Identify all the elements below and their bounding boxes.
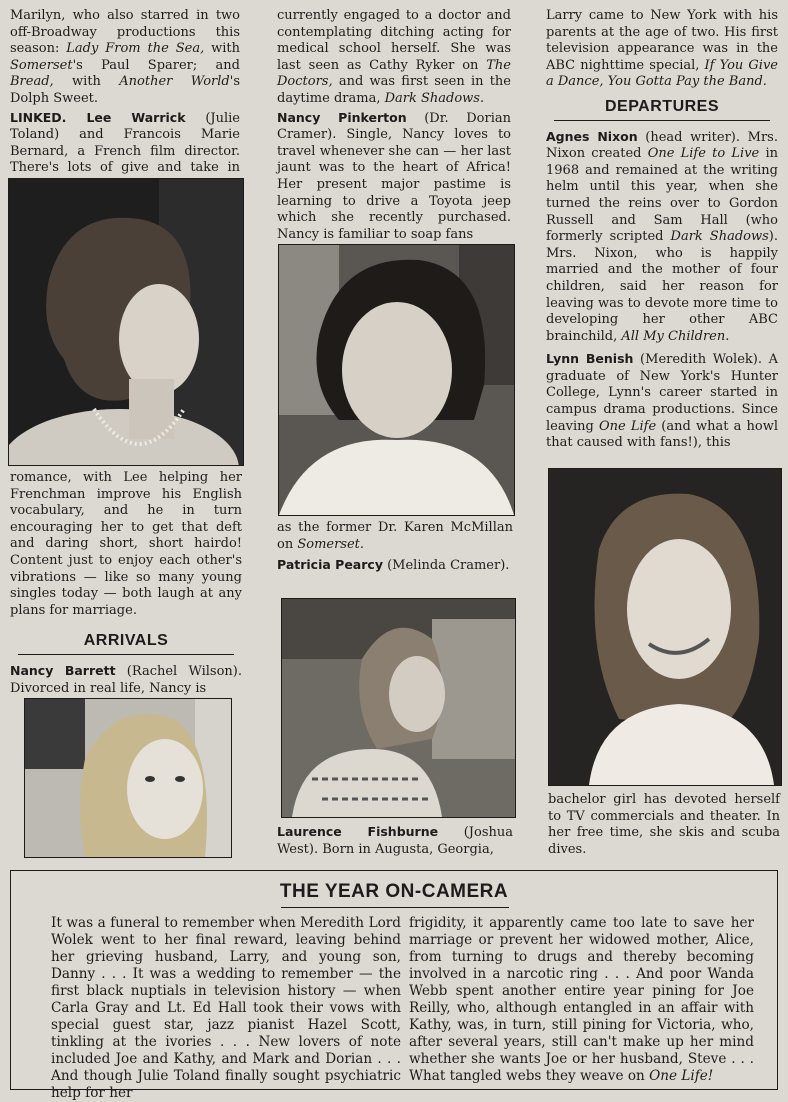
intro-paragraph: Marilyn, who also starred in two off-Broadway productions this season: Lady From the Sea, with Somerset's Paul Sparer; and Bread, with Another World's Dolph Sweet. bbox=[10, 8, 241, 106]
pearcy-paragraph: Patricia Pearcy (Melinda Cramer). bbox=[277, 557, 510, 574]
benish-continued: bachelor girl has devoted herself to TV commercials and theater. In her free time, she skis and scuba dives. bbox=[548, 792, 780, 857]
column-middle-lower bbox=[277, 520, 513, 575]
linked-continued: romance, with Lee helping her Frenchman improve his English vocabulary, and he in turn encouraging her to get that deft and daring short, short hairdo! Content just to enjoy each other's vibrations — like so many young singles today — both laugh at any plans for marriage. bbox=[10, 470, 242, 618]
pinkerton-paragraph: Nancy Pinkerton (Dr. Dorian Cramer). Single, Nancy loves to travel whenever she can — her last jaunt was to the heart of Africa! Her present major pastime is learning to drive a Toyota jeep which she recently purchased. Nancy is familiar to soap fans bbox=[277, 109, 511, 242]
column-right-lower bbox=[548, 792, 780, 858]
column-left-lower bbox=[10, 470, 242, 697]
photo-lee-warrick bbox=[8, 178, 244, 466]
photo-nancy-pinkerton bbox=[278, 244, 515, 516]
title-rule bbox=[281, 907, 509, 908]
year-on-camera-title: THE YEAR ON-CAMERA bbox=[279, 881, 509, 902]
column-middle bbox=[277, 8, 511, 243]
linked-paragraph: LINKED. Lee Warrick (Julie Toland) and Francois Marie Bernard, a French film director. There's lots of give and take in bbox=[10, 109, 241, 176]
right-top-paragraph: Larry came to New York with his parents at the age of two. His first television appearance was in the ABC nighttime special, If You Give a Dance, You Gotta Pay the Band. bbox=[546, 8, 778, 90]
photo-lynn-benish bbox=[548, 468, 782, 786]
barrett-paragraph: Nancy Barrett (Rachel Wilson). Divorced in real life, Nancy is bbox=[10, 662, 242, 696]
linked-label: LINKED. Lee Warrick bbox=[10, 109, 186, 125]
benish-paragraph: Lynn Benish (Meredith Wolek). A graduate of New York's Hunter College, Lynn's career started in campus drama productions. Since leaving One Life (and what a howl that caused with fans!), this bbox=[546, 351, 779, 451]
pinkerton-continued: as the former Dr. Karen McMillan on Somerset. bbox=[277, 520, 513, 552]
nixon-paragraph: Agnes Nixon (head writer). Mrs. Nixon created One Life to Live in 1968 and remained at the writing helm until this year, when she turned the reins over to Gordon Russell and Sam Hall (who formerly scripted Dark Shadows). Mrs. Nixon, who is happily married and the mother of four children, said her reason for leaving was to devote more time to developing her other ABC brainchild, All My Children. bbox=[546, 128, 778, 344]
column-right bbox=[546, 8, 778, 452]
year-left-column: It was a funeral to remember when Meredith Lord Wolek went to her final reward, leaving behind her grieving husband, Larry, and young son, Danny . . . It was a wedding to remember — the first black nuptials in television history — when Carla Gray and Lt. Ed Hall took their vows with special guest star, jazz pianist Hazel Scott, tinkling at the ivories . . . New lovers of note included Joe and Kathy, and Mark and Dorian . . . And though Julie Toland finally sought psychiatric help for her bbox=[51, 915, 401, 1101]
arrivals-heading: ARRIVALS bbox=[18, 631, 234, 655]
middle-top-paragraph: currently engaged to a doctor and contemplating ditching acting for medical school herself. She was last seen as Cathy Ryker on The Doctors, and was first seen in the daytime drama, Dark Shadows. bbox=[277, 8, 511, 106]
year-on-camera-box bbox=[10, 870, 778, 1101]
fishburne-paragraph: Laurence Fishburne (Joshua West). Born in Augusta, Georgia, bbox=[277, 824, 513, 857]
column-left bbox=[10, 8, 240, 194]
photo-patricia-pearcy bbox=[281, 598, 516, 818]
column-middle-bottom bbox=[277, 824, 513, 858]
year-right-column: frigidity, it apparently came too late to save her marriage or prevent her widowed mother, Alice, from turning to drugs and thereby becoming involved in a narcotic ring . . . And poor Wanda Webb spent another entire year pining for Joe Reilly, who, although entangled in an affair with Kathy, was, in turn, still pining for Victoria, who, after several years, still can't make up her mind whether she wants Joe or her husband, Steve . . . What tangled webs they weave on One Life! bbox=[409, 915, 754, 1084]
photo-nancy-barrett bbox=[24, 698, 232, 858]
departures-heading: DEPARTURES bbox=[554, 97, 770, 121]
